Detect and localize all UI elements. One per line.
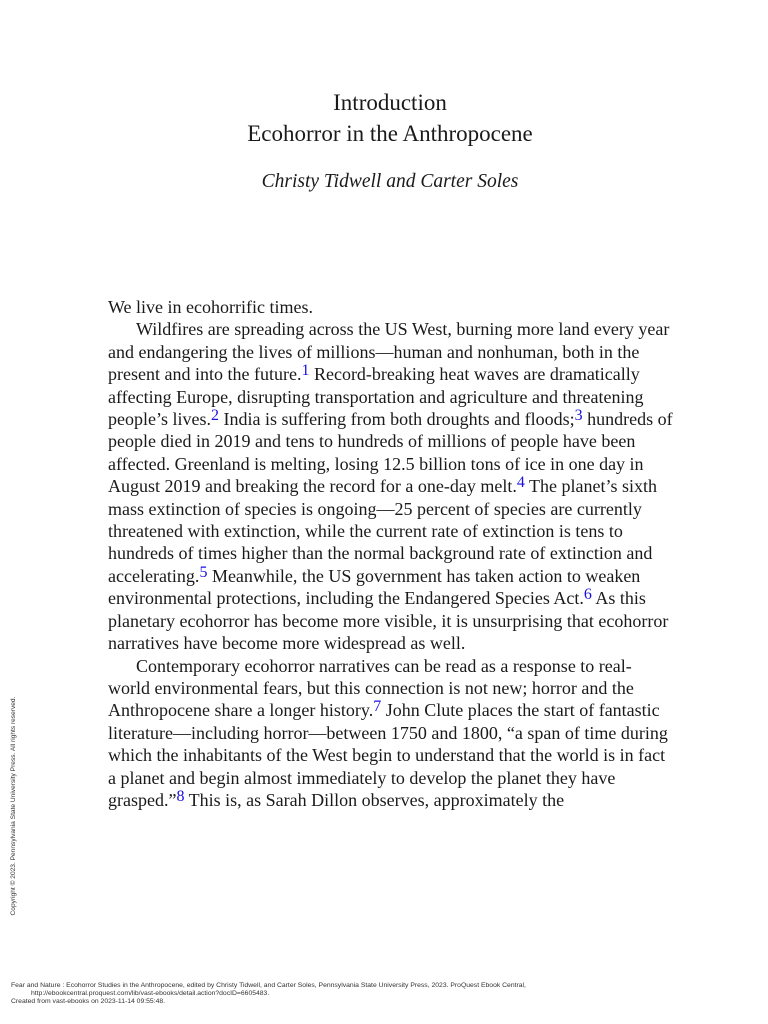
footer-link[interactable]: http://ebookcentral.proquest.com/lib/vast-ebooks/detail.action?docID=6605483. <box>31 990 270 997</box>
chapter-header <box>0 88 768 194</box>
chapter-body <box>108 296 673 811</box>
footer-created: Created from vast-ebooks on 2023-11-14 09:55:48. <box>11 998 166 1005</box>
chapter-label: Introduction <box>333 90 447 115</box>
body-paragraph-1: We live in ecohorrific times. <box>108 297 313 317</box>
copyright-text: Copyright © 2023. Pennsylvania State University Press. All rights reserved. <box>10 696 17 916</box>
footnote-ref-7[interactable]: 7 <box>373 698 382 716</box>
footnote-ref-2[interactable]: 2 <box>210 407 219 425</box>
body-paragraph-3: Contemporary ecohorror narratives can be read as a response to real-world environmental fears, but this connection is not new; horror and the Anthropocene share a longer history.7 John Clute places the start of fantastic literature—including horror—between 1750 and 1800, “a span of time during which the inhabitants of the West begin to understand that the world is in fact a planet and begin almost immediately to develop the planet they have grasped.”8 This is, as Sarah Dillon observes, approximately the <box>108 655 668 810</box>
footnote-ref-1[interactable]: 1 <box>301 362 310 380</box>
footnote-ref-4[interactable]: 4 <box>516 474 525 492</box>
footer-citation: Fear and Nature : Ecohorror Studies in the Anthropocene, edited by Christy Tidwell, and Carter Soles, Pennsylvania State University Press, 2023. ProQuest Ebook Central, <box>11 982 526 989</box>
chapter-title: Ecohorror in the Anthropocene <box>247 121 533 146</box>
side-copyright-notice <box>10 606 17 1006</box>
footnote-ref-5[interactable]: 5 <box>199 563 208 581</box>
chapter-authors: Christy Tidwell and Carter Soles <box>261 171 519 192</box>
body-paragraph-2: Wildfires are spreading across the US West, burning more land every year and endangering the lives of millions—human and nonhuman, both in the present and into the future.1 Record-breaking heat waves are dramatically affecting Europe, disrupting transportation and agriculture and threatening people’s lives.2 India is suffering from both droughts and floods;3 hundreds of people died in 2019 and tens to hundreds of millions of people have been affected. Greenland is melting, losing 12.5 billion tons of ice in one day in August 2019 and breaking the record for a one-day melt.4 The planet’s sixth mass extinction of species is ongoing—25 percent of species are currently threatened with extinction, while the current rate of extinction is tens to hundreds of times higher than the normal background rate of extinction and accelerating.5 Meanwhile, the US government has taken action to weaken environmental protections, including the Endangered Species Act.6 As this planetary ecohorror has become more visible, it is unsurprising that ecohorror narratives have become more widespread as well. <box>108 319 673 654</box>
footnote-ref-3[interactable]: 3 <box>574 407 583 425</box>
footnote-ref-6[interactable]: 6 <box>583 586 592 604</box>
footnote-ref-8[interactable]: 8 <box>176 787 185 805</box>
page-footer <box>11 982 526 1006</box>
